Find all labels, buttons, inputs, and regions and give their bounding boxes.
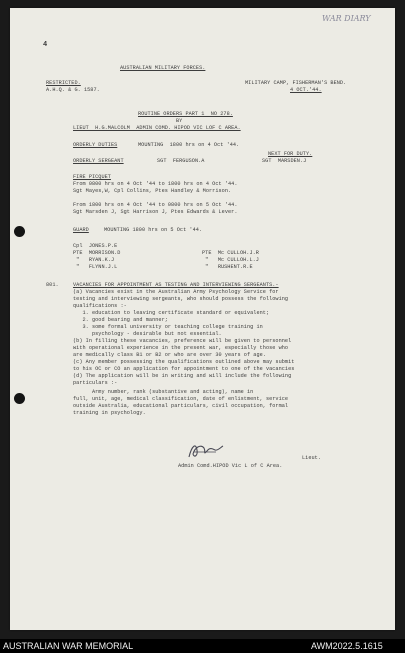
body-line: 1. education to leaving certificate standard or equivalent; bbox=[73, 310, 270, 316]
orderly-duties-text: MOUNTING 1800 hrs on 4 Oct '44. bbox=[138, 142, 240, 148]
footer-institution: AUSTRALIAN WAR MEMORIAL bbox=[3, 641, 134, 651]
classification: RESTRICTED. bbox=[46, 80, 81, 86]
location: MILITARY CAMP, FISHERMAN'S BEND. bbox=[245, 80, 347, 86]
orderly-duties-label: ORDERLY DUTIES bbox=[73, 142, 118, 148]
body-line: with operational experience in the present war, especially those who bbox=[73, 345, 289, 351]
body-line: training in psychology. bbox=[73, 410, 146, 416]
footer-accession: AWM2022.5.1615 bbox=[311, 641, 383, 651]
heading-by: BY bbox=[176, 118, 183, 124]
fire-picquet-label: FIRE PICQUET bbox=[73, 174, 111, 180]
fire-line: From 1800 hrs on 4 Oct '44 to 0800 hrs on 5 Oct '44. bbox=[73, 202, 238, 208]
body-line: testing and interviewing sergeants, who should possess the following bbox=[73, 296, 289, 302]
body-line: to his OC or CO an application for appointment to one of the vacancies bbox=[73, 366, 295, 372]
body-line: 2. good bearing and manner; bbox=[73, 317, 168, 323]
handwritten-note: WAR DIARY bbox=[322, 14, 371, 23]
next-for-duty: NEXT FOR DUTY. bbox=[268, 151, 313, 157]
body-line: 3. some formal university or teaching college training in bbox=[73, 324, 263, 330]
page-mark: 4 bbox=[43, 41, 48, 49]
heading-orders: ROUTINE ORDERS PART 1 NO 278. bbox=[138, 111, 233, 117]
punch-hole bbox=[14, 226, 25, 237]
body-line: are medically class B1 or B2 or who are over 30 years of age. bbox=[73, 352, 266, 358]
orderly-sergeant-next: SGT MARSDEN.J bbox=[262, 158, 307, 164]
body-line: (d) The application will be in writing and will include the following bbox=[73, 373, 292, 379]
fire-line: Sgt Marsden J, Sgt Harrison J, Ptes Edwards & Lever. bbox=[73, 209, 238, 215]
body-line: (c) Any member possessing the qualifications outlined above may submit bbox=[73, 359, 295, 365]
body-line: psychology - desirable but not essential. bbox=[73, 331, 222, 337]
punch-hole bbox=[14, 393, 25, 404]
orderly-sergeant-text: SGT FERGUSON.A bbox=[157, 158, 205, 164]
guard-member: " RUSHENT.R.E bbox=[202, 264, 253, 270]
order-date: 4 OCT.'44. bbox=[290, 87, 322, 93]
guard-member: PTE MORRISON.D bbox=[73, 250, 121, 256]
body-line: Army number, rank (substantive and acting), name in bbox=[73, 389, 254, 395]
reference: A.H.Q. & G. 1587. bbox=[46, 87, 100, 93]
guard-member: " Mc CULLOH.L.J bbox=[202, 257, 259, 263]
paragraph-title: VACANCIES FOR APPOINTMENT AS TESTING AND INTERVIEWING SERGEANTS.- bbox=[73, 282, 279, 288]
document-page bbox=[10, 8, 395, 630]
signature bbox=[186, 440, 226, 462]
body-line: full, unit, age, medical classification, date of enlistment, service bbox=[73, 396, 289, 402]
body-line: (a) Vacancies exist in the Australian Army Psychology Service for bbox=[73, 289, 279, 295]
document-title: AUSTRALIAN MILITARY FORCES. bbox=[120, 65, 206, 71]
fire-line: Sgt Mayes,W, Cpl Collins, Ptes Handley & Morrison. bbox=[73, 188, 232, 194]
guard-member: PTE Mc CULLOH.J.R bbox=[202, 250, 259, 256]
body-line: outside Australia, educational particulars, civil occupation, formal bbox=[73, 403, 289, 409]
body-line: particulars :- bbox=[73, 380, 118, 386]
heading-issuer: LIEUT H.G.MALCOLM ADMIN COMD. HIPOD VIC LOF C AREA. bbox=[73, 125, 241, 131]
signature-title: Admin Comd.HIPOD Vic L of C Area. bbox=[178, 463, 283, 469]
paragraph-number: 801. bbox=[46, 282, 59, 288]
signature-rank: Lieut. bbox=[302, 455, 321, 461]
orderly-sergeant-label: ORDERLY SERGEANT bbox=[73, 158, 124, 164]
guard-member: Cpl JONES.P.E bbox=[73, 243, 118, 249]
guard-member: " FLYNN.J.L bbox=[73, 264, 118, 270]
guard-member: " RYAN.K.J bbox=[73, 257, 115, 263]
body-line: qualifications :- bbox=[73, 303, 127, 309]
body-line: (b) In filling these vacancies, preference will be given to personnel bbox=[73, 338, 292, 344]
guard-text: MOUNTING 1800 hrs on 5 Oct '44. bbox=[104, 227, 203, 233]
fire-line: From 0800 hrs on 4 Oct '44 to 1800 hrs on 4 Oct '44. bbox=[73, 181, 238, 187]
guard-label: GUARD bbox=[73, 227, 89, 233]
